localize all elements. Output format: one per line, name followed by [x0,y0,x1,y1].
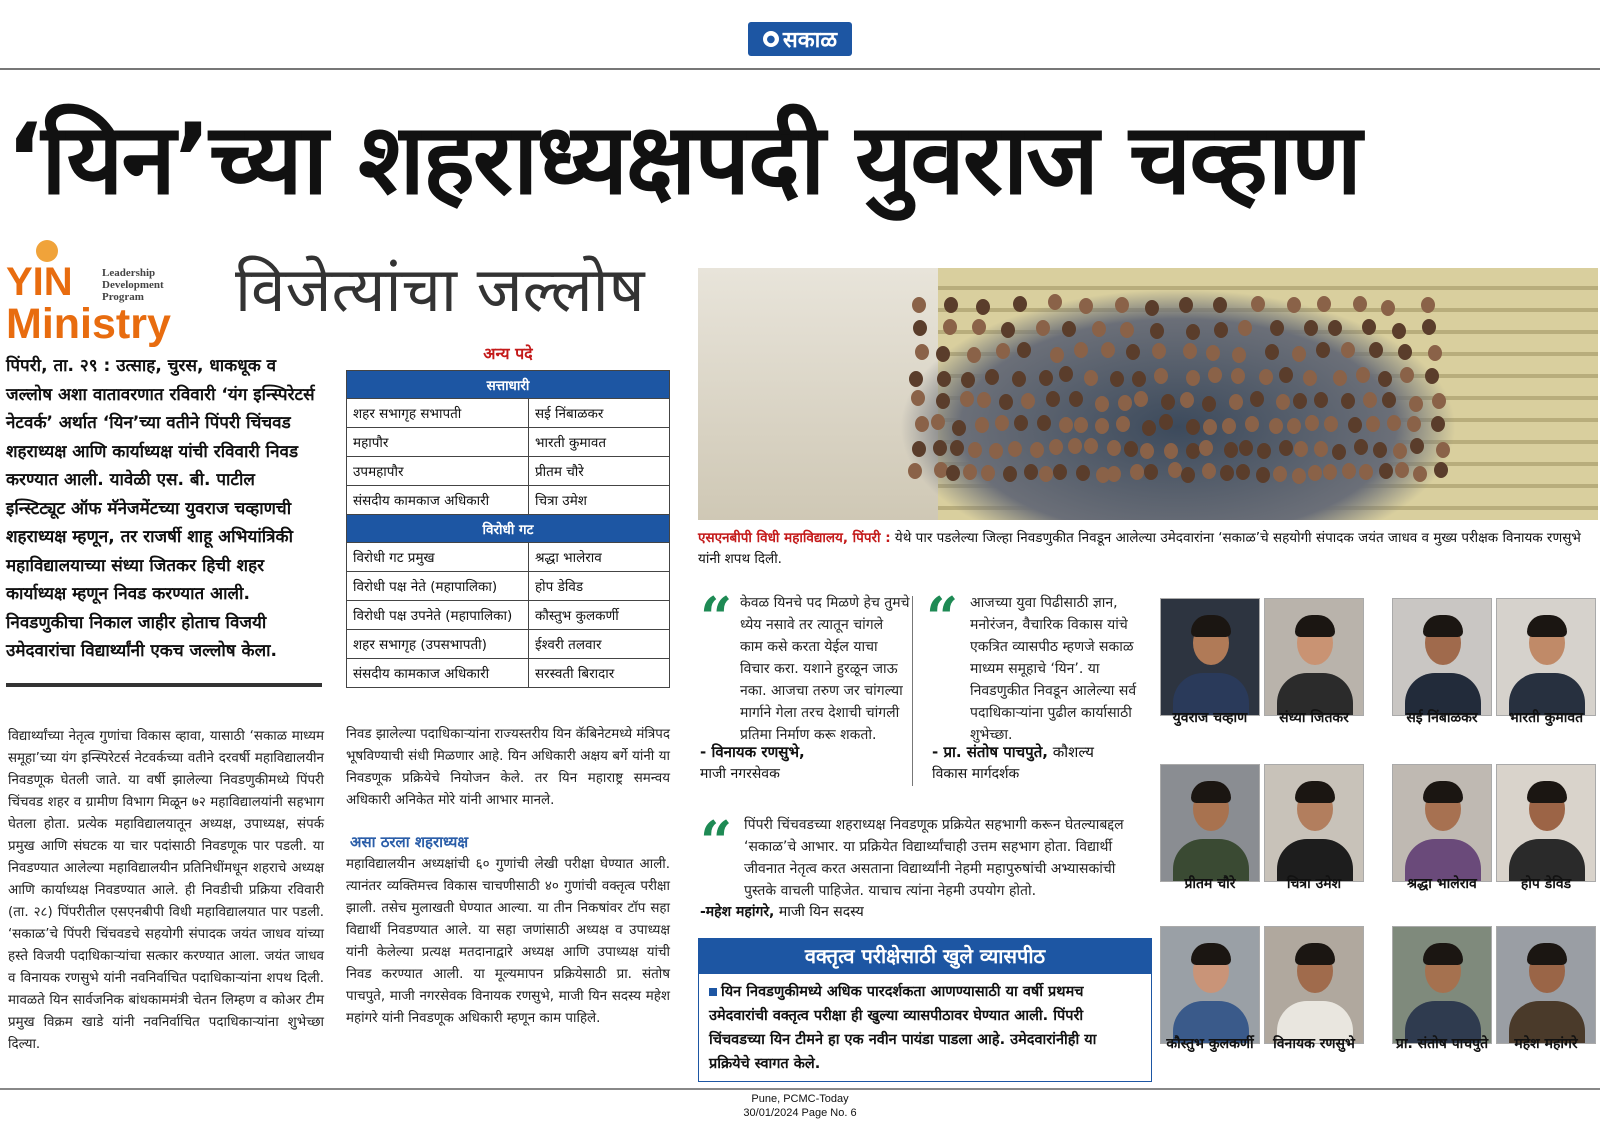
crowd-head [936,346,950,362]
photo-caption [698,528,1598,570]
portrait-photo [1264,764,1364,882]
quote-mark-icon: “ [926,585,959,651]
table-row [347,572,670,601]
crowd-head [1265,344,1279,360]
crowd-head [1410,438,1424,454]
crowd-head [1341,342,1355,358]
crowd-head [1181,467,1195,483]
crowd-head [1363,392,1377,408]
yin-logo-ministry: Ministry [6,300,171,348]
portrait-hair [1295,781,1335,803]
table-row [347,601,670,630]
other-posts-table [346,370,670,688]
portrait-name: प्रीतम चौरे [1184,876,1236,892]
crowd-head [1293,393,1307,409]
crowd-head [1348,417,1362,433]
footer-edition: Pune, PCMC-Today [751,1093,849,1105]
crowd-head [1222,418,1236,434]
crowd-head [1232,347,1246,363]
masthead-logo [748,22,852,56]
quote-3-author-name: -महेश महांगरे, [700,904,775,920]
crowd-head [1362,319,1376,335]
crowd-head [1150,323,1164,339]
quote-2-role-inline: कौशल्य [1047,743,1094,761]
post-cell: विरोधी पक्ष नेते (महापालिका) [347,572,529,601]
holder-cell: श्रद्धा भालेराव [529,543,670,572]
crowd-head [1229,394,1243,410]
crowd-head [1048,294,1062,310]
crowd-head [1409,396,1423,412]
crowd-head [1356,367,1370,383]
crowd-head [1407,416,1421,432]
crowd-head [1231,368,1245,384]
quote-2-text: आजच्या युवा पिढीसाठी ज्ञान, मनोरंजन, वैचारिक विकास यांचे एकत्रित व्यासपीठ म्हणजे सकाळ माध्यम समूहाचे ‘यिन’. या निवडणुकीत निवडून आलेल्या सर्व पदाधिकाऱ्यांना पुढील कार्यासाठी शुभेच्छा. [970,595,1137,743]
post-cell: संसदीय कामकाज अधिकारी [347,659,529,688]
quote-3-author [700,902,864,921]
crowd-head [1392,323,1406,339]
portrait-name: भारती कुमावत [1508,710,1584,726]
crowd-head [936,393,950,409]
crowd-head [1168,462,1182,478]
crowd-head [1130,464,1144,480]
yin-logo-tagline: Leadership Development Program [102,267,164,303]
table-row [347,630,670,659]
masthead-name: सकाळ [782,28,838,53]
portrait-name: सई निंबाळकर [1406,710,1478,726]
crowd-head [1116,416,1130,432]
crowd-head [1366,416,1380,432]
crowd-head [1202,396,1216,412]
footer-date-page: 30/01/2024 Page No. 6 [743,1107,857,1119]
crowd-head [1328,320,1342,336]
article-column-1: विद्यार्थ्यांच्या नेतृत्व गुणांचा विकास व्हावा, यासाठी ‘सकाळ माध्यम समूहा’च्या यंग इन्स्पिरेटर्स नेटवर्कच्या वतीने दरवर्षी महाविद्यालयीन निवडणूक घेतली जाते. या वर्षी झालेल्या निवडणुकीमध्ये पिंपरी चिंचवड शहर व ग्रामीण विभाग मिळून ७२ महाविद्यालयांनी सहभाग घेतला होता. प्रत्येक महाविद्यालयातून अध्यक्ष, उपाध्यक्ष, संपर्क प्रमुख आणि संघटक या चार पदांसाठी निवडणूक पार पडली. या निवडण्यात आलेल्या महाविद्यालयीन प्रतिनिधींमधून शहराचे अध्यक्ष आणि कार्याध्यक्ष निवडण्यात आले. ही निवडीची प्रक्रिया रविवारी (ता. २८) पिंपरीतील एसएनबीपी विधी महाविद्यालयात पार पडली. ‘सकाळ’चे पिंपरी चिंचवडचे सहयोगी संपादक जयंत जाधव यांच्या हस्ते विजयी पदाधिकाऱ्यांचा सत्कार करण्यात आला. जयंत जाधव व विनायक रणसुभे यांनी नवनिर्वाचित पदाधिकाऱ्यांना शपथ दिली. मावळते यिन सार्वजनिक बांधकाममंत्री चेतन लिम्हण व कोअर टीम प्रमुख विक्रम खाडे यांनी नवनिर्वाचित पदाधिकाऱ्यांना शुभेच्छा दिल्या. [8,729,324,1052]
crowd-head [1059,366,1073,382]
crowd-head [1095,396,1109,412]
crowd-head [1324,416,1338,432]
crowd-head [1257,443,1271,459]
crowd-head [1084,370,1098,386]
crowd-head [1199,440,1213,456]
portrait-hair [1295,615,1335,637]
crowd-head [1046,391,1060,407]
crowd-head [1314,392,1328,408]
crowd-head [1292,346,1306,362]
crowd-head [1381,300,1395,316]
crowd-head [1279,440,1293,456]
quote-3-role: माजी यिन सदस्य [774,904,864,920]
crowd-head [1024,464,1038,480]
post-cell: महापौर [347,428,529,457]
post-cell: विरोधी गट प्रमुख [347,543,529,572]
info-box [698,974,1152,1082]
post-cell: शहर सभागृह (उपसभापती) [347,630,529,659]
crowd-head [963,464,977,480]
crowd-head [1434,462,1448,478]
portrait-name: कौस्तुभ कुलकर्णी [1166,1036,1254,1052]
holder-cell: कौस्तुभ कुलकर्णी [529,601,670,630]
portrait-photo [1496,764,1596,882]
crowd-head [1049,439,1063,455]
holder-cell: प्रीतम चौरे [529,457,670,486]
info-box-title: वक्तृत्व परीक्षेसाठी खुले व्यासपीठ [698,938,1152,974]
crowd-head [1053,464,1067,480]
portrait-name: प्रा. संतोष पाचपुते [1395,1036,1489,1052]
crowd-head [1382,392,1396,408]
portrait-photo [1496,926,1596,1044]
crowd-head [1021,393,1035,409]
crowd-head [1220,465,1234,481]
crowd-head [1425,368,1439,384]
crowd-head [1294,441,1308,457]
crowd-head [1107,466,1121,482]
masthead-emblem-icon: ● [763,31,779,47]
crowd-head [1186,443,1200,459]
yin-logo-text: YIN [6,260,73,304]
crowd-head [1333,370,1347,386]
portrait-hair [1423,615,1463,637]
intro-paragraph: पिंपरी, ता. २९ : उत्साह, चुरस, धाकधूक व जल्लोष अशा वातावरणात रविवारी ‘यंग इन्स्पिरेटर्स नेटवर्क’ अर्थात ‘यिन’च्या वतीने पिंपरी चिंचवड शहराध्यक्ष आणि कार्याध्यक्ष यांची रविवारी निवड करण्यात आली. यावेळी एस. बी. पाटील इन्स्टिट्यूट ऑफ मॅनेजमेंटच्या युवराज चव्हाणची शहराध्यक्ष म्हणून, तर राजर्षी शाहू अभियांत्रिकी महाविद्यालयाच्या संध्या जितकर हिची शहर कार्याध्यक्ष म्हणून निवड करण्यात आली. निवडणुकीचा निकाल जाहीर होताच विजयी उमेदवारांचा विद्यार्थ्यांनी एकच जल्लोष केला. [6,356,315,661]
crowd-head [1095,418,1109,434]
crowd-head [1145,300,1159,316]
crowd-head [1074,342,1088,358]
crowd-head [909,371,923,387]
crowd-head [1432,393,1446,409]
crowd-head [1270,320,1284,336]
quote-mark-icon: “ [700,585,733,651]
crowd-head [1245,416,1259,432]
crowd-head [911,390,925,406]
table-row [347,399,670,428]
crowd-head [989,443,1003,459]
crowd-head [1304,320,1318,336]
section-heading: सत्ताधारी [347,371,670,399]
crowd-head [1422,319,1436,335]
table-row [347,428,670,457]
crowd-head [1400,367,1414,383]
crowd-head [1107,440,1121,456]
crowd-head [1186,324,1200,340]
portrait-hair [1191,781,1231,803]
crowd-head [995,415,1009,431]
holder-cell: ईश्वरी तलवार [529,630,670,659]
crowd-head [1305,415,1319,431]
crowd-head [1110,371,1124,387]
crowd-head [1308,465,1322,481]
crowd-head [1208,367,1222,383]
crowd-head [1140,443,1154,459]
quote-2-role: विकास मार्गदर्शक [932,766,1020,782]
quote-2-author [932,742,1094,762]
crowd-head [1079,298,1093,314]
crowd-head [1206,345,1220,361]
portrait-hair [1527,615,1567,637]
portrait-hair [1295,943,1335,965]
crowd-head [1074,417,1088,433]
crowd-head [1039,466,1053,482]
portrait-name: चित्रा उमेश [1286,876,1342,892]
crowd-head [1353,296,1367,312]
crowd-head [1269,418,1283,434]
crowd-head [985,369,999,385]
portrait-photo [1160,926,1260,1044]
holder-cell: सई निंबाळकर [529,399,670,428]
crowd-head [1132,371,1146,387]
post-cell: उपमहापौर [347,457,529,486]
crowd-head [1387,415,1401,431]
intro-divider [6,683,322,687]
crowd-head [946,465,960,481]
crowd-head [1236,464,1250,480]
crowd-head [1126,344,1140,360]
crowd-head [1164,443,1178,459]
other-posts-title: अन्य पदे [483,344,533,363]
crowd-head [1239,440,1253,456]
crowd-head [1314,441,1328,457]
crowd-head [933,440,947,456]
article-subheading: असा ठरला शहराध्यक्ष [350,833,469,851]
portrait-name: युवराज चव्हाण [1172,710,1248,726]
crowd-head [1224,442,1238,458]
crowd-head [1050,347,1064,363]
section-heading: विरोधी गट [347,515,670,543]
portrait-name: श्रद्धा भालेराव [1407,876,1477,892]
crowd-head [1039,370,1053,386]
crowd-head [1059,417,1073,433]
crowd-head [1359,464,1373,480]
crowd-head [1373,442,1387,458]
table-section-header [347,515,670,543]
crowd-head [1276,394,1290,410]
crowd-head [1186,370,1200,386]
crowd-head [1076,465,1090,481]
portrait-hair [1527,943,1567,965]
crowd-head [1287,297,1301,313]
caption-text: येथे पार पडलेल्या जिल्हा निवडणुकीत निवडून आलेल्या उमेदवारांना ‘सकाळ’चे सहयोगी संपादक जयंत जाधव व मुख्य परीक्षक विनायक रणसुभे यांनी शपथ दिली. [698,530,1581,567]
portrait-name: संध्या जितकर [1279,710,1349,726]
crowd-head [1332,444,1346,460]
crowd-head [996,343,1010,359]
crowd-head [1084,438,1098,454]
crowd-head [1251,296,1265,312]
crowd-head [977,392,991,408]
headline: ‘यिन’च्या शहराध्यक्षपदी युवराज चव्हाण [6,103,1360,217]
footer-rule [0,1088,1600,1090]
top-rule [0,68,1600,70]
crowd-head [908,463,922,479]
crowd-head [913,320,927,336]
holder-cell: भारती कुमावत [529,428,670,457]
crowd-head [950,440,964,456]
holder-cell: होप डेविड [529,572,670,601]
crowd-head [1413,466,1427,482]
crowd-head [1342,463,1356,479]
crowd-head [1180,392,1194,408]
portrait-photo [1392,598,1492,716]
table-row [347,486,670,515]
portrait-photo [1496,598,1596,716]
crowd-head [1379,463,1393,479]
crowd-head [1144,464,1158,480]
crowd-head [1256,467,1270,483]
portrait-hair [1191,943,1231,965]
crowd-head [1008,441,1022,457]
crowd-head [1134,391,1148,407]
crowd-head [1395,462,1409,478]
crowd-head [1378,371,1392,387]
crowd-head [1203,419,1217,435]
crowd-head [1398,344,1412,360]
portrait-name: विनायक रणसुभे [1273,1036,1355,1052]
crowd-head [1273,466,1287,482]
crowd-head [1287,418,1301,434]
crowd-head [1159,414,1173,430]
yin-ministry-logo [6,240,206,348]
crowd-head [1014,415,1028,431]
crowd-head [952,420,966,436]
portrait-photo [1392,764,1492,882]
crowd-head [967,347,981,363]
crowd-head [1092,321,1106,337]
crowd-head [981,465,995,481]
crowd-head [1115,297,1129,313]
post-cell: संसदीय कामकाज अधिकारी [347,486,529,515]
crowd-head [961,372,975,388]
crowd-head [1001,322,1015,338]
crowd-head [1431,416,1445,432]
quote-divider [912,596,913,786]
yin-person-icon [36,240,58,262]
crowd-head [915,416,929,432]
crowd-head [1124,441,1138,457]
crowd-head [1036,320,1050,336]
portrait-hair [1423,943,1463,965]
crowd-head [1030,442,1044,458]
crowd-head [1354,439,1368,455]
portrait-photo [1160,764,1260,882]
crowd-head [937,371,951,387]
quote-1-role: माजी नगरसेवक [700,766,780,782]
crowd-head [1259,369,1273,385]
crowd-head [1152,343,1166,359]
portrait-photo [1264,926,1364,1044]
crowd-head [1421,297,1435,313]
crowd-head [1154,368,1168,384]
crowd-head [1120,322,1134,338]
bullet-square-icon [709,988,717,996]
crowd-head [1303,370,1317,386]
table-section-header [347,371,670,399]
crowd-head [1037,415,1051,431]
crowd-head [912,297,926,313]
subheading: विजेत्यांचा जल्लोष [235,253,645,326]
crowd-head [1186,419,1200,435]
quote-3-text: पिंपरी चिंचवडच्या शहराध्यक्ष निवडणूक प्रक्रियेत सहभागी करून घेतल्याबद्दल ‘सकाळ’चे आभार. या प्रक्रियेत विद्यार्थ्यांचाही उत्तम सहभाग होता. विद्यार्थी जीवनात नेतृत्व करत असताना विद्यार्थ्यांनी नेहमी महापुरुषांची अभ्यासकांची पुस्तके वाचली पाहिजेत. याचाच त्यांना नेहमी उपयोग होतो. [744,817,1124,899]
crowd-head [1213,297,1227,313]
crowd-head [1393,443,1407,459]
holder-cell: सरस्वती बिरादार [529,659,670,688]
crowd-head [1250,391,1264,407]
crowd-head [1183,343,1197,359]
crowd-head [1214,322,1228,338]
portrait-photo [1160,598,1260,716]
holder-cell: चित्रा उमेश [529,486,670,515]
crowd-head [1341,393,1355,409]
students-crowd [898,288,1458,520]
crowd-head [1003,466,1017,482]
table-row [347,659,670,688]
crowd-head [1428,345,1442,361]
crowd-head [1101,342,1115,358]
crowd-head [1323,464,1337,480]
portrait-photo [1264,598,1364,716]
crowd-head [975,417,989,433]
post-cell: शहर सभागृह सभापती [347,399,529,428]
portrait-name: होप डेविड [1520,876,1572,892]
crowd-head [1012,371,1026,387]
crowd-head [1316,342,1330,358]
article-column-3: महाविद्यालयीन अध्यक्षांची ६० गुणांची लेखी परीक्षा घेण्यात आली. त्यानंतर व्यक्तिमत्त्व विकास चाचणीसाठी ४० गुणांची वक्तृत्व परीक्षा झाली. तसेच मुलाखती घेण्यात आल्या. या तीन निकषांवर टॉप सहा विद्यार्थी निवडण्यात आले. या सहा जणांसाठी अध्यक्ष व उपाध्यक्ष यांनी केलेल्या प्रत्यक्ष मतदानाद्वारे अध्यक्ष आणि उपाध्यक्ष यांची निवड करण्यात आली. या मूल्यमापन प्रक्रियेसाठी प्रा. संतोष पाचपुते, माजी नगरसेवक विनायक रणसुभे, माजी यिन सदस्य महेश महांगरे यांनी निवडणूक अधिकारी म्हणून काम पाहिले. [346,857,670,1026]
crowd-head [931,414,945,430]
crowd-head [1369,342,1383,358]
quote-mark-icon: “ [700,809,733,875]
portrait-photo [1392,926,1492,1044]
crowd-head [1069,391,1083,407]
crowd-head [1202,463,1216,479]
crowd-head [968,442,982,458]
crowd-head [1238,320,1252,336]
crowd-head [1017,342,1031,358]
crowd-head [972,319,986,335]
quote-1-text: केवळ यिनचे पद मिळणे हेच तुमचे ध्येय नसावे तर त्यातून चांगले काम कसे करता येईल याचा विचार करा. यशाने हुरळून जाऊ नका. आजचा तरुण जर चांगल्या मार्गाने गेला तरच देशाची चांगली प्रतिमा निर्माण करू शकतो. [740,595,910,743]
crowd-head [1118,395,1132,411]
crowd-head [1279,367,1293,383]
table-row [347,543,670,572]
crowd-head [912,441,926,457]
crowd-head [960,391,974,407]
crowd-head [1292,468,1306,484]
crowd-head [943,319,957,335]
crowd-head [1317,296,1331,312]
group-photo [698,268,1598,520]
table-row [347,457,670,486]
crowd-head [1161,394,1175,410]
crowd-head [1062,321,1076,337]
crowd-head [915,344,929,360]
crowd-head [1013,296,1027,312]
crowd-head [976,299,990,315]
crowd-head [999,394,1013,410]
article-column-2: निवड झालेल्या पदाधिकाऱ्यांना राज्यस्तरीय यिन कॅबिनेटमध्ये मंत्रिपद भूषविण्याची संधी मिळणार आहे. यिन अधिकारी अक्षय बर्गे यांनी या निवडणूक प्रक्रियेचे नियोजन केले. तर यिन महाराष्ट्र समन्वय अधिकारी अनिकेत मोरे यांनी आभार मानले. [346,727,670,808]
crowd-head [944,297,958,313]
portrait-name: महेश महांगरे [1514,1036,1578,1052]
quote-1-author: - विनायक रणसुभे, [700,743,805,761]
portrait-hair [1423,781,1463,803]
quote-2-author-name: - प्रा. संतोष पाचपुते, [932,743,1048,761]
portrait-hair [1191,615,1231,637]
info-box-text: यिन निवडणुकीमध्ये अधिक पारदर्शकता आणण्यासाठी या वर्षी प्रथमच उमेदवारांची वक्तृत्व परीक्षा ही खुल्या व्यासपीठावर घेण्यात आली. पिंपरी चिंचवडच्या यिन टीमने हा एक नवीन पायंडा पाडला आहे. उमेदवारांनीही या प्रक्रियेचे स्वागत केले. [709,984,1097,1072]
crowd-head [1436,442,1450,458]
crowd-head [1142,420,1156,436]
caption-place: एसएनबीपी विधी महाविद्यालय, पिंपरी : [698,530,891,546]
post-cell: विरोधी पक्ष उपनेते (महापालिका) [347,601,529,630]
crowd-head [1068,438,1082,454]
portrait-hair [1527,781,1567,803]
crowd-head [1179,297,1193,313]
